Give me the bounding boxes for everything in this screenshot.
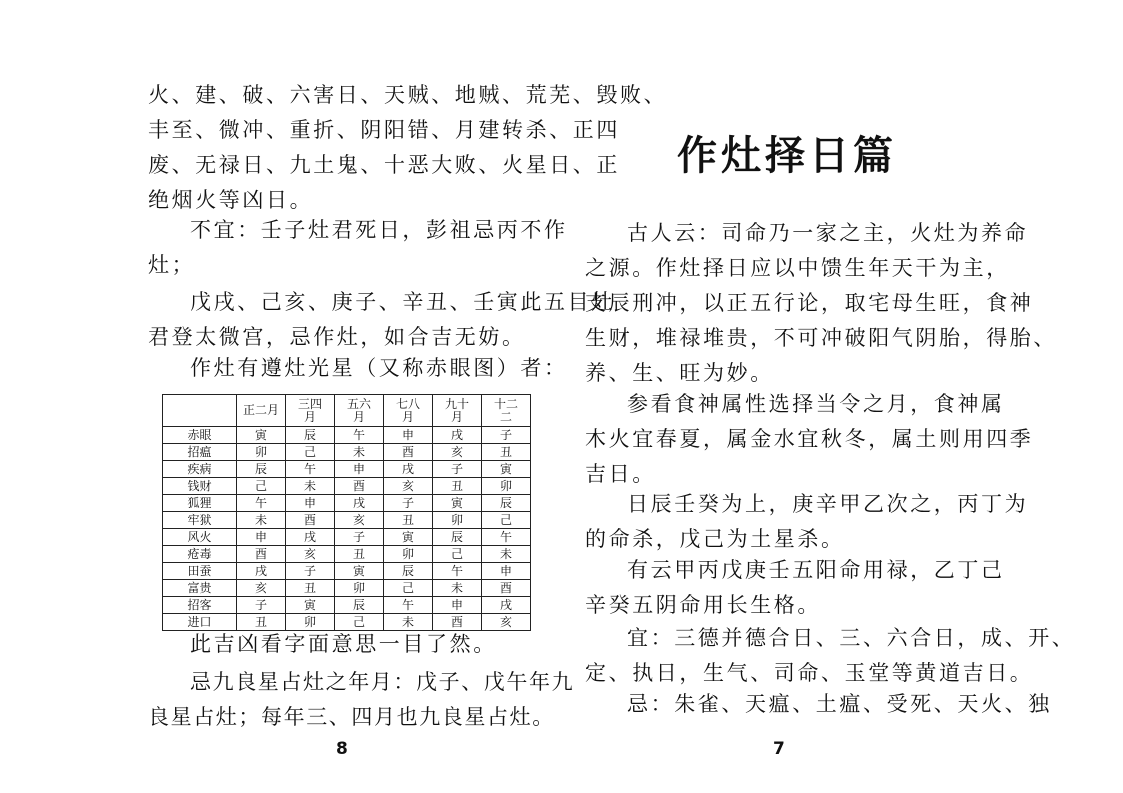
table-cell: 己 (384, 580, 433, 597)
table-cell: 卯 (237, 444, 286, 461)
star-name-cell: 疮毒 (163, 546, 237, 563)
table-cell: 寅 (384, 529, 433, 546)
table-cell: 午 (384, 597, 433, 614)
star-name-cell: 疾病 (163, 461, 237, 478)
left-paragraph-2: 不宜：壬子灶君死日，彭祖忌丙不作 灶； (148, 218, 568, 277)
table-row (163, 512, 531, 529)
star-name-cell: 招瘟 (163, 444, 237, 461)
table-cell: 午 (433, 563, 482, 580)
table-cell: 辰 (482, 495, 531, 512)
table-cell: 己 (286, 444, 335, 461)
table-cell: 辰 (384, 563, 433, 580)
table-header-cell (163, 395, 237, 427)
table-row (163, 427, 531, 444)
table-header-cell: 正二月 (237, 395, 286, 427)
table-cell: 己 (482, 512, 531, 529)
table-cell: 子 (384, 495, 433, 512)
star-name-cell: 赤眼 (163, 427, 237, 444)
right-paragraph-4: 有云甲丙戊庚壬五阳命用禄，乙丁己 辛癸五阴命用长生格。 (585, 558, 1005, 617)
table-cell: 寅 (482, 461, 531, 478)
left-paragraph-6: 忌九良星占灶之年月：戊子、戊午年九 良星占灶；每年三、四月也九良星占灶。 (148, 670, 575, 729)
table-cell: 未 (237, 512, 286, 529)
right-paragraph-5: 宜：三德并德合日、三、六合日，成、开、 定、执日，生气、司命、玉堂等黄道吉日。 (585, 626, 1076, 685)
star-name-cell: 招客 (163, 597, 237, 614)
table-header-cell: 五六 月 (335, 395, 384, 427)
table-cell: 卯 (335, 580, 384, 597)
star-name-cell: 钱财 (163, 478, 237, 495)
table-cell: 酉 (433, 614, 482, 631)
table-cell: 申 (286, 495, 335, 512)
right-paragraph-6: 忌：朱雀、天瘟、土瘟、受死、天火、独 (627, 692, 1052, 716)
star-name-cell: 田蚕 (163, 563, 237, 580)
table-row (163, 580, 531, 597)
table-cell: 丑 (286, 580, 335, 597)
table-cell: 寅 (286, 597, 335, 614)
table-cell: 午 (286, 461, 335, 478)
table-cell: 卯 (482, 478, 531, 495)
table-cell: 亥 (482, 614, 531, 631)
table-cell: 午 (237, 495, 286, 512)
table-cell: 午 (335, 427, 384, 444)
table-cell: 戌 (433, 427, 482, 444)
table-cell: 子 (433, 461, 482, 478)
star-name-cell: 风火 (163, 529, 237, 546)
table-row (163, 444, 531, 461)
table-header-cell: 三四 月 (286, 395, 335, 427)
table-cell: 丑 (433, 478, 482, 495)
table-cell: 卯 (384, 546, 433, 563)
table-cell: 申 (335, 461, 384, 478)
table-cell: 己 (433, 546, 482, 563)
table-cell: 申 (384, 427, 433, 444)
table-cell: 辰 (286, 427, 335, 444)
left-paragraph-3: 戊戌、己亥、庚子、辛丑、壬寅此五目灶 君登太微宫，忌作灶，如合吉无妨。 (148, 290, 615, 349)
star-name-cell: 富贵 (163, 580, 237, 597)
table-row (163, 597, 531, 614)
table-cell: 丑 (335, 546, 384, 563)
table-cell: 戌 (482, 597, 531, 614)
table-cell: 申 (237, 529, 286, 546)
star-name-cell: 进口 (163, 614, 237, 631)
table-cell: 酉 (335, 478, 384, 495)
table-cell: 卯 (286, 614, 335, 631)
table-cell: 戌 (335, 495, 384, 512)
table-row (163, 529, 531, 546)
chapter-title: 作灶择日篇 (677, 133, 897, 179)
table-cell: 酉 (237, 546, 286, 563)
table-header-cell: 十二 二 (482, 395, 531, 427)
table-cell: 丑 (384, 512, 433, 529)
table-cell: 戌 (286, 529, 335, 546)
table-cell: 戌 (237, 563, 286, 580)
table-cell: 辰 (335, 597, 384, 614)
table-cell: 己 (237, 478, 286, 495)
left-paragraph-1: 火、建、破、六害日、天贼、地贼、荒芜、毁败、 丰至、微冲、重折、阴阳错、月建转杀、正四 废、无禄日、九土鬼、十恶大败、火星日、正 绝烟火等凶日。 (148, 83, 668, 212)
table-cell: 寅 (433, 495, 482, 512)
table-cell: 未 (482, 546, 531, 563)
table-cell: 寅 (237, 427, 286, 444)
table-header-row (163, 395, 531, 427)
table-cell: 辰 (433, 529, 482, 546)
table-cell: 未 (433, 580, 482, 597)
table-cell: 戌 (384, 461, 433, 478)
table-header-cell: 七八 月 (384, 395, 433, 427)
table-body (163, 427, 531, 631)
table-row (163, 546, 531, 563)
table-cell: 亥 (335, 512, 384, 529)
table-cell: 子 (286, 563, 335, 580)
right-page (561, 0, 1123, 793)
table-cell: 未 (335, 444, 384, 461)
table-row (163, 563, 531, 580)
table-cell: 亥 (237, 580, 286, 597)
table-cell: 亥 (433, 444, 482, 461)
table-cell: 寅 (335, 563, 384, 580)
left-paragraph-5: 此吉凶看字面意思一目了然。 (190, 632, 497, 656)
table-cell: 亥 (384, 478, 433, 495)
table-cell: 亥 (286, 546, 335, 563)
table-cell: 辰 (237, 461, 286, 478)
right-paragraph-2: 参看食神属性选择当令之月，食神属 木火宜春夏，属金水宜秋冬，属土则用四季 吉日。 (585, 392, 1034, 486)
table-cell: 子 (335, 529, 384, 546)
table-cell: 己 (335, 614, 384, 631)
table-cell: 酉 (482, 580, 531, 597)
table-cell: 丑 (482, 444, 531, 461)
page-number-left: 8 (336, 739, 348, 759)
table-cell: 未 (286, 478, 335, 495)
table-cell: 申 (482, 563, 531, 580)
table-row (163, 478, 531, 495)
table-row (163, 461, 531, 478)
table-cell: 午 (482, 529, 531, 546)
table-cell: 丑 (237, 614, 286, 631)
right-paragraph-3: 日辰壬癸为上，庚辛甲乙次之，丙丁为 的命杀，戊己为土星杀。 (585, 492, 1029, 551)
table-cell: 子 (237, 597, 286, 614)
table-cell: 子 (482, 427, 531, 444)
table-header-cell: 九十 月 (433, 395, 482, 427)
table-cell: 酉 (384, 444, 433, 461)
left-paragraph-4: 作灶有遵灶光星（又称赤眼图）者： (190, 356, 568, 380)
right-paragraph-1: 古人云：司命乃一家之主，火灶为养命 之源。作灶择日应以中馈生年天干为主， 支辰刑冲，以正五行论，取宅母生旺，食神 生财，堆禄堆贵，不可冲破阳气阴胎，得胎、 养、生、旺为妙。 (585, 221, 1057, 385)
table-row (163, 495, 531, 512)
stove-star-table (162, 394, 531, 631)
table-cell: 卯 (433, 512, 482, 529)
table-cell: 未 (384, 614, 433, 631)
table-cell: 酉 (286, 512, 335, 529)
star-name-cell: 狐狸 (163, 495, 237, 512)
page-number-right: 7 (773, 739, 785, 759)
star-name-cell: 牢狱 (163, 512, 237, 529)
table-cell: 申 (433, 597, 482, 614)
